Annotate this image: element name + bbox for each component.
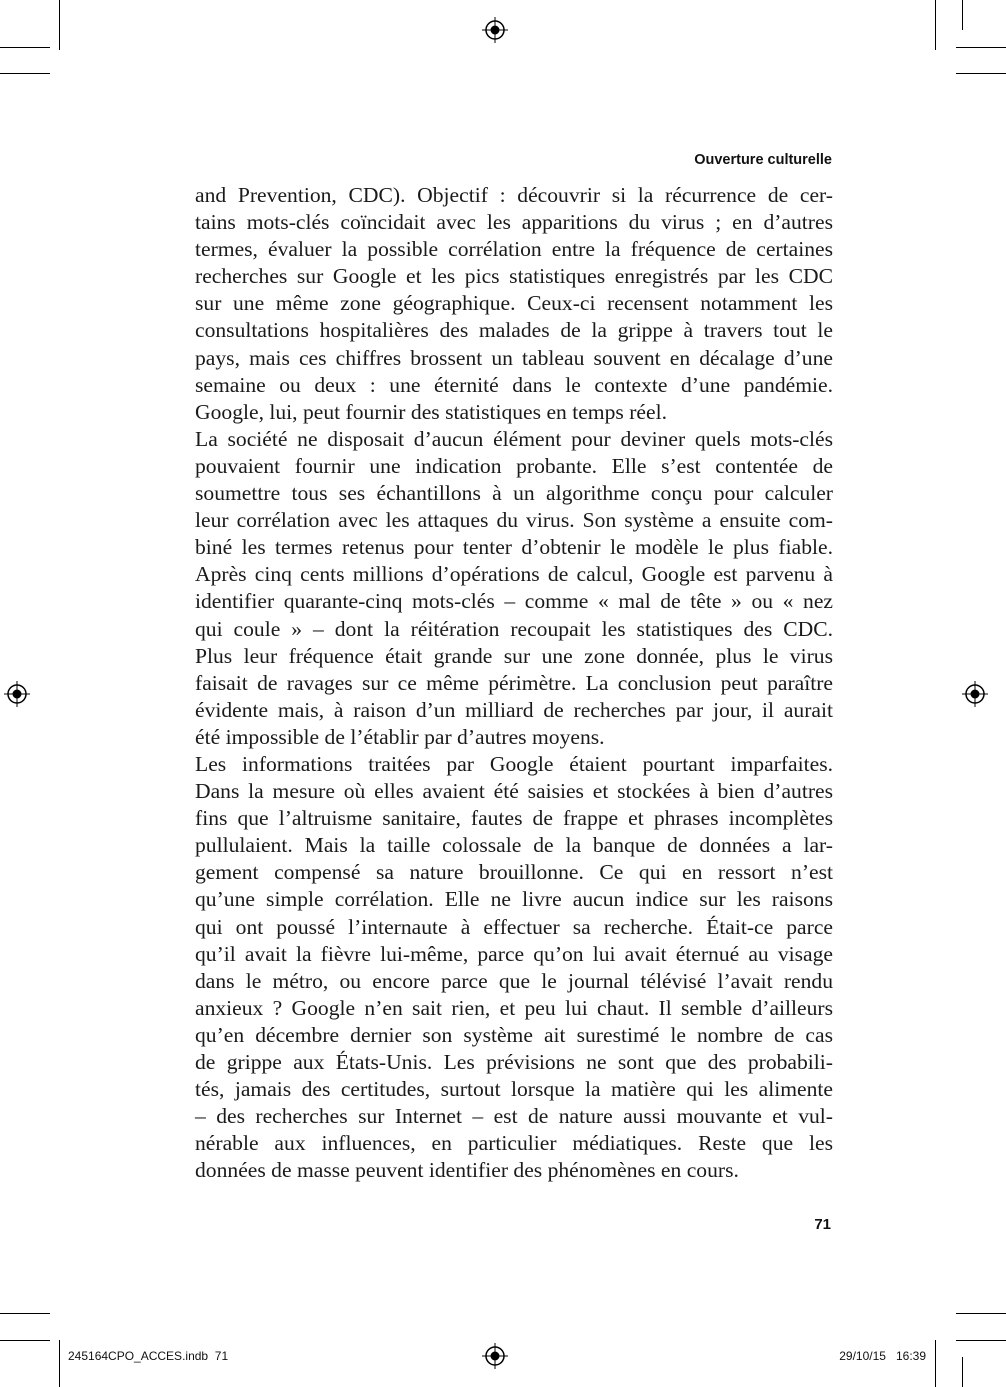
crop-mark-top-right-h2 (956, 73, 1006, 74)
text-line: évidente mais, à raison d’un milliard de recherches par jour, il aurait (195, 697, 833, 722)
text-line: pays, mais ces chiffres brossent un tableau souvent en décalage d’une (195, 345, 833, 370)
text-line: faisait de ravages sur ce même périmètre. La conclusion peut paraître (195, 670, 833, 695)
text-line: qu’il avait la fièvre lui-même, parce qu’on lui avait éternué au visage (195, 941, 833, 966)
slug-file-name: 245164CPO_ACCES.indb (68, 1349, 209, 1363)
text-line: consultations hospitalières des malades de la grippe à travers tout le (195, 318, 833, 343)
text-line: Plus leur fréquence était grande sur une zone donnée, plus le virus (195, 643, 833, 668)
text-line: données de masse peuvent identifier des phénomènes en cours. (195, 1158, 739, 1183)
text-line: identifier quarante-cinq mots-clés – comme « mal de tête » ou « nez (195, 589, 833, 614)
page-number: 71 (814, 1216, 831, 1233)
text-line: and Prevention, CDC). Objectif : découvrir si la récurrence de cer- (195, 183, 833, 207)
text-line: qu’une simple corrélation. Elle ne livre aucun indice sur les raisons (195, 887, 833, 912)
text-line: biné les termes retenus pour tenter d’obtenir le modèle le plus fiable. (195, 535, 833, 560)
text-line: Après cinq cents millions d’opérations de calcul, Google est parvenu à (195, 562, 833, 587)
crop-mark-top-right-v (935, 0, 936, 50)
text-line: fins que l’altruisme sanitaire, fautes de frappe et phrases incomplètes (195, 806, 833, 831)
registration-target-icon (482, 1343, 508, 1369)
crop-mark-bottom-left-v (59, 1340, 60, 1387)
text-line: qu’en décembre dernier son système ait surestimé le nombre de cas (195, 1022, 833, 1047)
text-line: tés, jamais des certitudes, surtout lorsque la matière qui les alimente (195, 1077, 833, 1102)
text-line: semaine ou deux : une éternité dans le contexte d’une pandémie. (195, 372, 833, 397)
text-line: tains mots-clés coïncidait avec les apparitions du virus ; en d’autres (195, 210, 833, 235)
slug-date: 29/10/15 (839, 1349, 886, 1363)
text-line: soumettre tous ses échantillons à un algorithme conçu pour calculer (195, 481, 833, 506)
text-line: Dans la mesure où elles avaient été saisies et stockées à bien d’autres (195, 779, 833, 804)
slug-time: 16:39 (895, 1349, 926, 1363)
registration-target-icon (4, 681, 30, 707)
text-line: sur une même zone géographique. Ceux-ci recensent notamment les (195, 291, 833, 316)
text-line: anxieux ? Google n’en sait rien, et peu lui chaut. Il semble d’ailleurs (195, 995, 833, 1020)
text-line: La société ne disposait d’aucun élément pour deviner quels mots-clés (195, 426, 833, 451)
crop-mark-bottom-right-h2 (956, 1340, 1006, 1341)
text-line: pouvaient fournir une indication probante. Elle s’est contentée de (195, 453, 833, 478)
text-line: pullulaient. Mais la taille colossale de la banque de données a lar- (195, 833, 833, 858)
crop-mark-top-left-h (0, 47, 50, 48)
slug-page: 71 (214, 1349, 229, 1363)
crop-mark-bottom-right-v2 (962, 1357, 963, 1387)
crop-mark-bottom-right-h (956, 1313, 1006, 1314)
text-line: été impossible de l’établir par d’autres moyens. (195, 724, 605, 749)
body-text (195, 182, 833, 1184)
text-line: de grippe aux États-Unis. Les prévisions ne sont que des probabili- (195, 1050, 833, 1074)
text-line: qui ont poussé l’internaute à effectuer sa recherche. Était-ce parce (195, 914, 833, 939)
crop-mark-top-left-v (59, 0, 60, 50)
crop-mark-bottom-left-h (0, 1313, 50, 1314)
slug-file-info (68, 1349, 228, 1363)
text-line: dans le métro, ou encore parce que le journal télévisé l’avait rendu (195, 968, 833, 993)
text-line: leur corrélation avec les attaques du virus. Son système a ensuite com- (195, 508, 833, 533)
text-line: Google, lui, peut fournir des statistiques en temps réel. (195, 399, 667, 424)
crop-mark-top-left-h2 (0, 73, 50, 74)
text-line: termes, évaluer la possible corrélation entre la fréquence de certaines (195, 237, 833, 262)
text-line: qui coule » – dont la réitération recoupait les statistiques des CDC. (195, 616, 833, 641)
crop-mark-bottom-right-v (935, 1340, 936, 1387)
text-line: gement compensé sa nature brouillonne. Ce qui en ressort n’est (195, 860, 833, 885)
registration-target-icon (482, 17, 508, 43)
text-line: Les informations traitées par Google étaient pourtant imparfaites. (195, 751, 833, 776)
text-line: recherches sur Google et les pics statistiques enregistrés par les CDC (195, 264, 833, 289)
running-head: Ouverture culturelle (694, 152, 832, 168)
crop-mark-top-right-h (956, 47, 1006, 48)
text-line: – des recherches sur Internet – est de nature aussi mouvante et vul- (195, 1104, 833, 1129)
crop-mark-bottom-left-h2 (0, 1340, 50, 1341)
text-line: nérable aux influences, en particulier médiatiques. Reste que les (195, 1131, 833, 1156)
crop-mark-top-right-v2 (962, 0, 963, 30)
registration-target-icon (962, 681, 988, 707)
slug-date-time (839, 1349, 926, 1363)
